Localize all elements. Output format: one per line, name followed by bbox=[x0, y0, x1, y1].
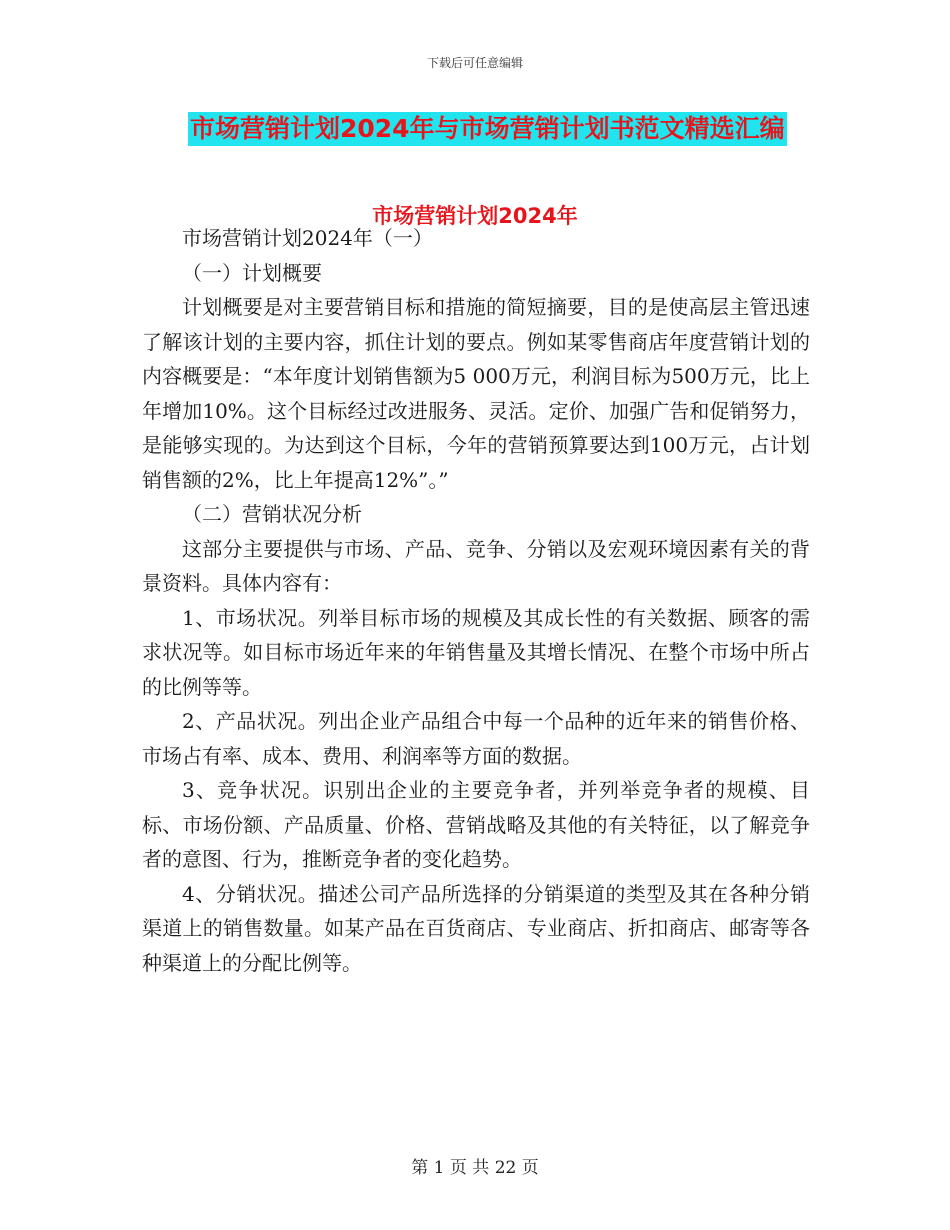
paragraph-competition: 3、竞争状况。识别出企业的主要竞争者，并列举竞争者的规模、目标、市场份额、产品质量、价格、营销战略及其他的有关特征，以了解竞争者的意图、行为，推断竞争者的变化趋势。 bbox=[142, 778, 810, 871]
paragraph-distribution: 4、分销状况。描述公司产品所选择的分销渠道的类型及其在各种分销渠道上的销售数量。如某产品在百货商店、专业商店、折扣商店、邮寄等各种渠道上的分配比例等。 bbox=[142, 881, 810, 975]
document-body bbox=[142, 221, 810, 980]
paragraph-heading-analysis: （二）营销状况分析 bbox=[182, 502, 362, 526]
page-footer: 第 1 页 共 22 页 bbox=[411, 1158, 539, 1178]
paragraph-product: 2、产品状况。列出企业产品组合中每一个品种的近年来的销售价格、市场占有率、成本、费用、利润率等方面的数据。 bbox=[142, 709, 810, 768]
section-title: 市场营销计划2024年 bbox=[372, 204, 578, 228]
paragraph-analysis-intro: 这部分主要提供与市场、产品、竞争、分销以及宏观环境因素有关的背景资料。具体内容有： bbox=[142, 536, 810, 595]
paragraph-plan-heading: 市场营销计划2024年（一） bbox=[182, 226, 433, 250]
paragraph-heading-summary: （一）计划概要 bbox=[182, 260, 322, 285]
header-note: 下载后可任意编辑 bbox=[426, 56, 523, 70]
document-title: 市场营销计划2024年与市场营销计划书范文精选汇编 bbox=[188, 112, 787, 146]
paragraph-summary: 计划概要是对主要营销目标和措施的简短摘要，目的是使高层主管迅速了解该计划的主要内容，抓住计划的要点。例如某零售商店年度营销计划的内容概要是：“本年度计划销售额为5 000万元，利润目标为500万元，比上年增加10%。这个目标经过改进服务、灵活。定价、加强广告和促销努力，是能够实现的。为达到这个目标，今年的营销预算要达到100万元，占计划销售额的2%，比上年提高12%”。” bbox=[142, 295, 810, 492]
paragraph-market: 1、市场状况。列举目标市场的规模及其成长性的有关数据、顾客的需求状况等。如目标市场近年来的年销售量及其增长情况、在整个市场中所占的比例等等。 bbox=[142, 605, 810, 699]
